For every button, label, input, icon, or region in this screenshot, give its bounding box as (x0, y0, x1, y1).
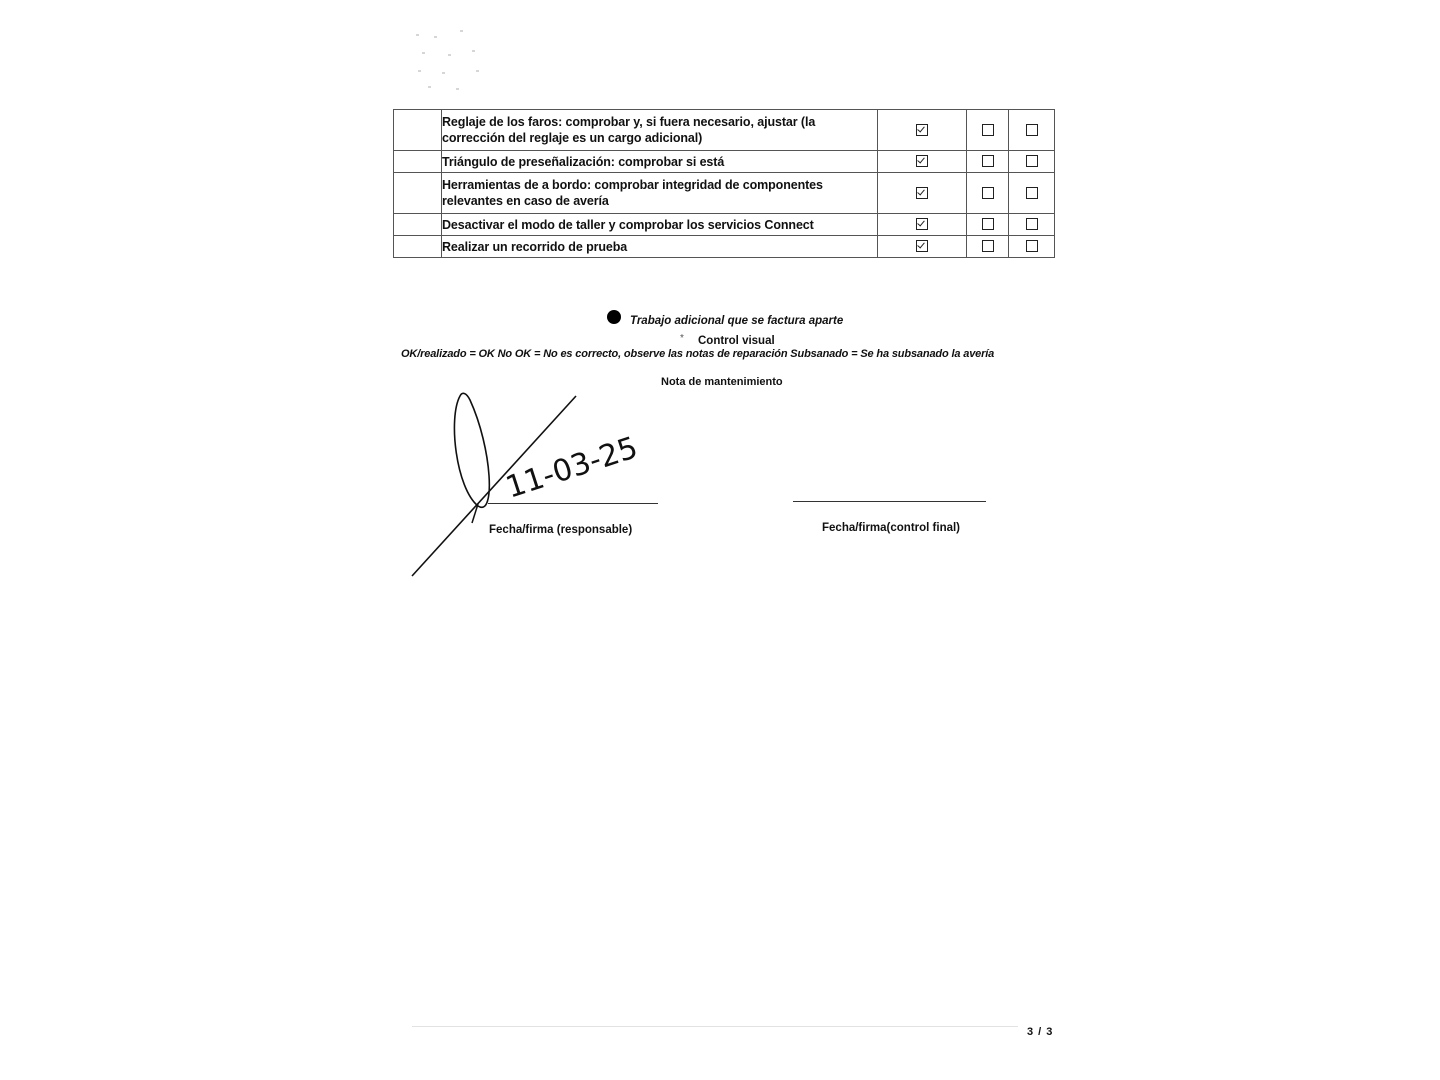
not-ok-checkbox-cell (967, 110, 1009, 151)
legend-additional-work: Trabajo adicional que se factura aparte (630, 315, 844, 327)
responsible-signature-line (488, 503, 658, 504)
row-number-cell (394, 214, 442, 236)
ok-checkbox[interactable] (916, 218, 928, 230)
ok-checkbox[interactable] (916, 124, 928, 136)
not-ok-checkbox[interactable] (982, 187, 994, 199)
checklist-row (394, 236, 1055, 258)
checklist-row (394, 151, 1055, 173)
not-ok-checkbox[interactable] (982, 218, 994, 230)
ok-checkbox-cell (878, 173, 967, 214)
maintenance-note-title: Nota de mantenimiento (661, 376, 783, 388)
ok-checkbox[interactable] (916, 187, 928, 199)
fixed-checkbox-cell (1009, 236, 1055, 258)
fixed-checkbox[interactable] (1026, 155, 1038, 167)
row-number-cell (394, 173, 442, 214)
visual-control-asterisk-icon: * (680, 333, 684, 344)
responsible-signature-label: Fecha/firma (responsable) (489, 524, 633, 536)
fixed-checkbox[interactable] (1026, 124, 1038, 136)
ok-checkbox[interactable] (916, 240, 928, 252)
not-ok-checkbox-cell (967, 151, 1009, 173)
task-description: Reglaje de los faros: comprobar y, si fuera necesario, ajustar (la corrección del reglaje es un cargo adicional) (442, 110, 878, 151)
checklist-row (394, 110, 1055, 151)
final-control-signature-line (793, 501, 986, 502)
scan-artefact (412, 26, 484, 96)
legend-status-explanation: OK/realizado = OK No OK = No es correcto, observe las notas de reparación Subsanado = Se ha subsanado la avería (401, 348, 995, 360)
fixed-checkbox[interactable] (1026, 240, 1038, 252)
checklist-row (394, 214, 1055, 236)
fixed-checkbox-cell (1009, 151, 1055, 173)
checklist-row (394, 173, 1055, 214)
footer-divider (412, 1026, 1018, 1027)
signature-date: 11-03-25 (501, 430, 642, 506)
not-ok-checkbox-cell (967, 214, 1009, 236)
ok-checkbox-cell (878, 214, 967, 236)
not-ok-checkbox[interactable] (982, 124, 994, 136)
page-number: 3 / 3 (1027, 1026, 1054, 1038)
fixed-checkbox[interactable] (1026, 218, 1038, 230)
not-ok-checkbox[interactable] (982, 155, 994, 167)
ok-checkbox-cell (878, 151, 967, 173)
task-description: Herramientas de a bordo: comprobar integridad de componentes relevantes en caso de avería (442, 173, 878, 214)
maintenance-checklist-table (393, 109, 1055, 258)
task-description: Desactivar el modo de taller y comprobar los servicios Connect (442, 214, 878, 236)
fixed-checkbox[interactable] (1026, 187, 1038, 199)
not-ok-checkbox-cell (967, 236, 1009, 258)
task-description: Realizar un recorrido de prueba (442, 236, 878, 258)
ok-checkbox-cell (878, 110, 967, 151)
row-number-cell (394, 151, 442, 173)
fixed-checkbox-cell (1009, 110, 1055, 151)
not-ok-checkbox[interactable] (982, 240, 994, 252)
legend-visual-control: Control visual (698, 335, 775, 347)
row-number-cell (394, 110, 442, 151)
task-description: Triángulo de preseñalización: comprobar si está (442, 151, 878, 173)
handwritten-signature (400, 388, 660, 588)
final-control-signature-label: Fecha/firma(control final) (822, 522, 961, 534)
not-ok-checkbox-cell (967, 173, 1009, 214)
ok-checkbox[interactable] (916, 155, 928, 167)
ok-checkbox-cell (878, 236, 967, 258)
fixed-checkbox-cell (1009, 214, 1055, 236)
row-number-cell (394, 236, 442, 258)
fixed-checkbox-cell (1009, 173, 1055, 214)
additional-work-bullet-icon (607, 310, 621, 324)
